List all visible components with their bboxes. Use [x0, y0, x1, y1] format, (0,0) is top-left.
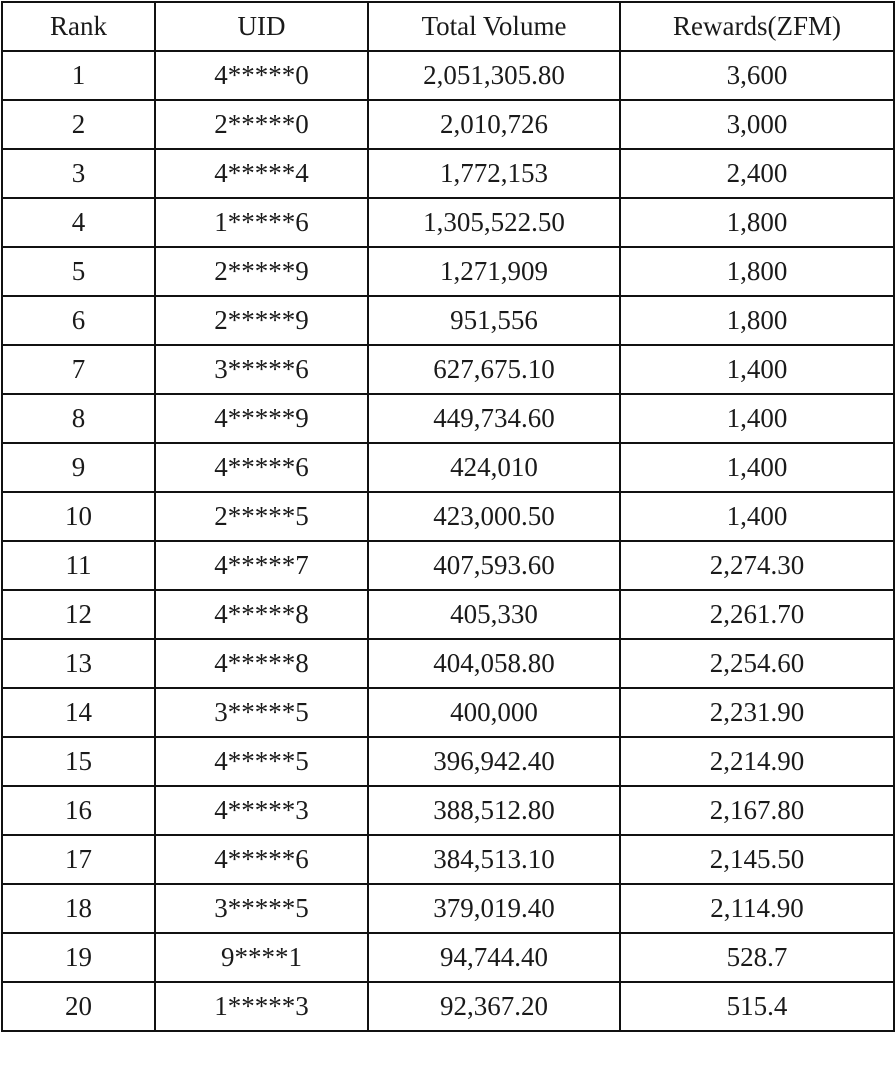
table-row: [2, 835, 894, 884]
rank-cell: 1: [2, 51, 155, 100]
rewards-cell: 3,000: [620, 100, 894, 149]
rank-cell: 13: [2, 639, 155, 688]
table-row: [2, 492, 894, 541]
total-volume-cell: 951,556: [368, 296, 620, 345]
table-row: [2, 786, 894, 835]
uid-cell: 4*****8: [155, 590, 368, 639]
rank-cell: 7: [2, 345, 155, 394]
uid-cell: 2*****0: [155, 100, 368, 149]
uid-cell: 4*****3: [155, 786, 368, 835]
header-uid: UID: [155, 2, 368, 51]
total-volume-cell: 379,019.40: [368, 884, 620, 933]
rewards-cell: 3,600: [620, 51, 894, 100]
uid-cell: 3*****5: [155, 884, 368, 933]
table-row: [2, 933, 894, 982]
table-row: [2, 198, 894, 247]
header-total-volume: Total Volume: [368, 2, 620, 51]
rank-cell: 14: [2, 688, 155, 737]
total-volume-cell: 424,010: [368, 443, 620, 492]
table-row: [2, 394, 894, 443]
uid-cell: 3*****5: [155, 688, 368, 737]
total-volume-cell: 94,744.40: [368, 933, 620, 982]
rank-cell: 4: [2, 198, 155, 247]
table-row: [2, 737, 894, 786]
uid-cell: 4*****5: [155, 737, 368, 786]
rank-cell: 16: [2, 786, 155, 835]
total-volume-cell: 1,305,522.50: [368, 198, 620, 247]
total-volume-cell: 1,271,909: [368, 247, 620, 296]
rank-cell: 20: [2, 982, 155, 1031]
rank-cell: 11: [2, 541, 155, 590]
total-volume-cell: 404,058.80: [368, 639, 620, 688]
total-volume-cell: 1,772,153: [368, 149, 620, 198]
rewards-cell: 2,167.80: [620, 786, 894, 835]
uid-cell: 9****1: [155, 933, 368, 982]
table-row: [2, 541, 894, 590]
table-body: [2, 51, 894, 1031]
table-row: [2, 247, 894, 296]
total-volume-cell: 2,051,305.80: [368, 51, 620, 100]
uid-cell: 1*****6: [155, 198, 368, 247]
rank-cell: 17: [2, 835, 155, 884]
rewards-cell: 2,214.90: [620, 737, 894, 786]
table-row: [2, 443, 894, 492]
table-row: [2, 296, 894, 345]
rewards-cell: 515.4: [620, 982, 894, 1031]
total-volume-cell: 396,942.40: [368, 737, 620, 786]
rewards-cell: 2,114.90: [620, 884, 894, 933]
rewards-cell: 1,800: [620, 247, 894, 296]
table-row: [2, 100, 894, 149]
uid-cell: 4*****0: [155, 51, 368, 100]
uid-cell: 1*****3: [155, 982, 368, 1031]
table-row: [2, 688, 894, 737]
rewards-cell: 528.7: [620, 933, 894, 982]
rank-cell: 15: [2, 737, 155, 786]
table-row: [2, 639, 894, 688]
rewards-cell: 1,400: [620, 443, 894, 492]
rewards-cell: 2,400: [620, 149, 894, 198]
rank-cell: 9: [2, 443, 155, 492]
rank-cell: 12: [2, 590, 155, 639]
total-volume-cell: 92,367.20: [368, 982, 620, 1031]
rewards-cell: 1,400: [620, 394, 894, 443]
header-row: [2, 2, 894, 51]
rank-cell: 6: [2, 296, 155, 345]
rank-cell: 8: [2, 394, 155, 443]
uid-cell: 4*****6: [155, 443, 368, 492]
total-volume-cell: 400,000: [368, 688, 620, 737]
uid-cell: 3*****6: [155, 345, 368, 394]
rewards-cell: 1,800: [620, 198, 894, 247]
rewards-cell: 2,274.30: [620, 541, 894, 590]
rank-cell: 19: [2, 933, 155, 982]
total-volume-cell: 627,675.10: [368, 345, 620, 394]
header-rewards: Rewards(ZFM): [620, 2, 894, 51]
total-volume-cell: 449,734.60: [368, 394, 620, 443]
table-row: [2, 345, 894, 394]
total-volume-cell: 405,330: [368, 590, 620, 639]
rank-cell: 18: [2, 884, 155, 933]
rank-cell: 3: [2, 149, 155, 198]
uid-cell: 2*****9: [155, 247, 368, 296]
rewards-cell: 1,800: [620, 296, 894, 345]
total-volume-cell: 407,593.60: [368, 541, 620, 590]
rank-cell: 2: [2, 100, 155, 149]
rewards-cell: 2,254.60: [620, 639, 894, 688]
header-rank: Rank: [2, 2, 155, 51]
uid-cell: 4*****8: [155, 639, 368, 688]
uid-cell: 4*****7: [155, 541, 368, 590]
uid-cell: 2*****5: [155, 492, 368, 541]
rewards-cell: 1,400: [620, 492, 894, 541]
rank-cell: 10: [2, 492, 155, 541]
total-volume-cell: 2,010,726: [368, 100, 620, 149]
table-row: [2, 982, 894, 1031]
total-volume-cell: 384,513.10: [368, 835, 620, 884]
rank-cell: 5: [2, 247, 155, 296]
total-volume-cell: 423,000.50: [368, 492, 620, 541]
table-row: [2, 149, 894, 198]
rewards-cell: 2,261.70: [620, 590, 894, 639]
total-volume-cell: 388,512.80: [368, 786, 620, 835]
rewards-cell: 2,231.90: [620, 688, 894, 737]
uid-cell: 4*****6: [155, 835, 368, 884]
ranking-table: [1, 1, 895, 1032]
uid-cell: 4*****9: [155, 394, 368, 443]
rewards-cell: 1,400: [620, 345, 894, 394]
uid-cell: 2*****9: [155, 296, 368, 345]
rewards-cell: 2,145.50: [620, 835, 894, 884]
table-row: [2, 51, 894, 100]
table-row: [2, 590, 894, 639]
table-row: [2, 884, 894, 933]
uid-cell: 4*****4: [155, 149, 368, 198]
table-header: [2, 2, 894, 51]
